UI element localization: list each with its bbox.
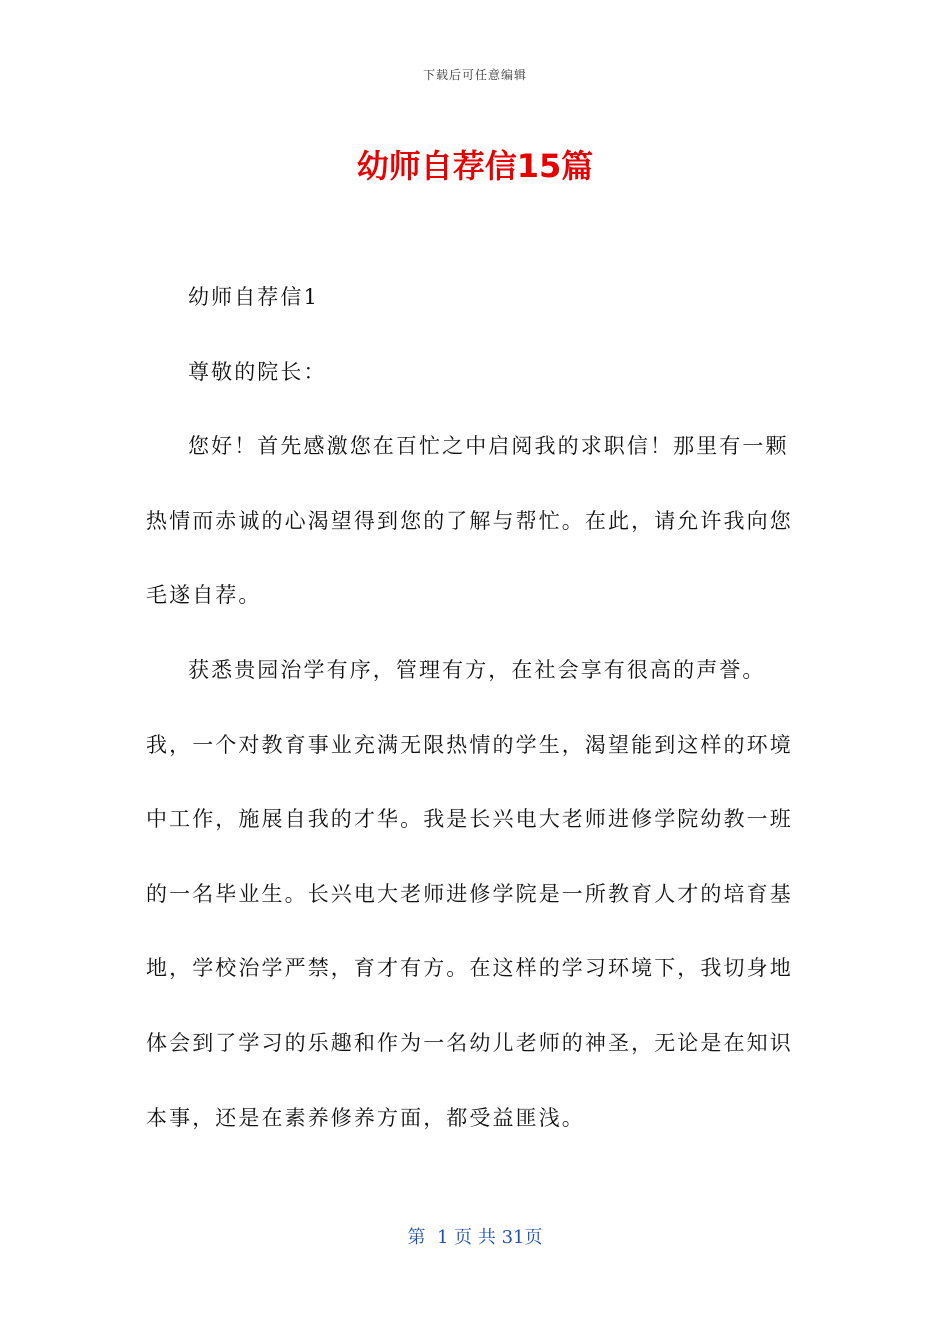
document-body <box>146 260 794 1155</box>
paragraph: 获悉贵园治学有序，管理有方，在社会享有很高的声誉。我，一个对教育事业充满无限热情的学生，渴望能到这样的环境中工作，施展自我的才华。我是长兴电大老师进修学院幼教一班的一名毕业生。长兴电大老师进修学院是一所教育人才的培育基地，学校治学严禁，育才有方。在这样的学习环境下，我切身地体会到了学习的乐趣和作为一名幼儿老师的神圣，无论是在知识本事，还是在素养修养方面，都受益匪浅。 <box>146 657 793 1130</box>
paragraph-salutation: 尊敬的院长： <box>188 359 327 384</box>
paragraph-heading: 幼师自荐信1 <box>188 285 319 309</box>
page-number: 第 1 页 共 31页 <box>407 1227 543 1248</box>
header-note: 下载后可任意编辑 <box>422 68 527 82</box>
paragraph: 您好！首先感激您在百忙之中启阅我的求职信！那里有一颗热情而赤诚的心渴望得到您的了解与帮忙。在此，请允许我向您毛遂自荐。 <box>146 434 793 608</box>
document-title: 幼师自荐信15篇 <box>356 147 594 185</box>
